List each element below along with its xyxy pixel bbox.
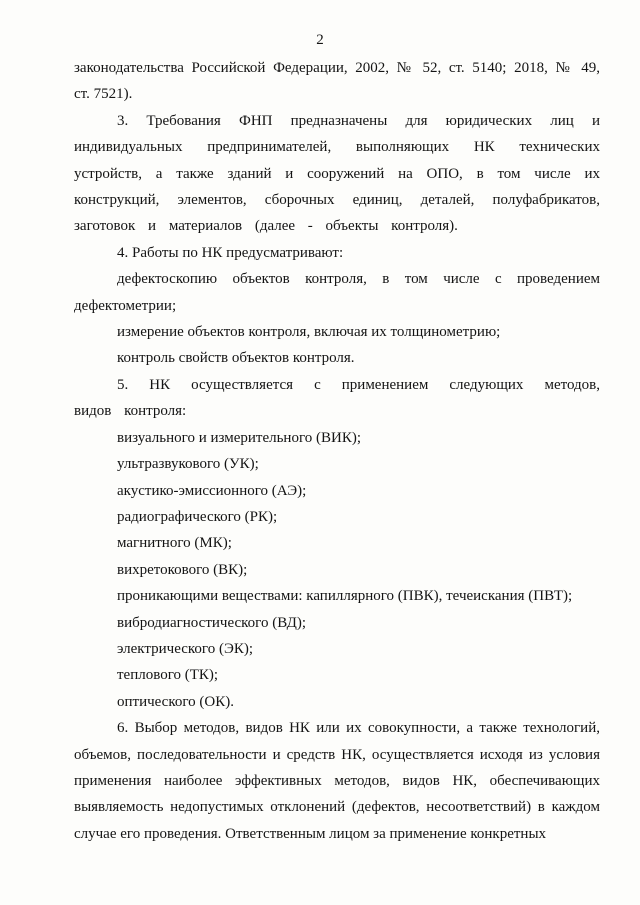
method-item: электрического (ЭК); (117, 640, 254, 657)
paragraph-3: 3. Требования ФНП предназначены для юридических лиц и индивидуальных предпринимателей, выполняющих НК технических устройств, а также зданий и сооружений на ОПО, в том числе их конструкций, элементов, сборочных единиц, деталей, полуфабрикатов, заготовок и материалов (далее - объекты контроля). (74, 112, 600, 235)
paragraph-4-item-3: контроль свойств объектов контроля. (117, 350, 355, 367)
paragraph-continuation-line-2: ст. 7521). (74, 86, 133, 103)
method-item: магнитного (МК); (117, 535, 232, 552)
paragraph-continuation (74, 55, 600, 108)
paragraph-5: 5. НК осуществляется с применением следующих методов, видов контроля: (74, 376, 600, 420)
method-item: оптического (ОК). (117, 693, 234, 710)
method-item: проникающими веществами: капиллярного (ПВК), течеискания (ПВТ); (117, 588, 573, 605)
method-item: теплового (ТК); (117, 667, 219, 684)
method-item: визуального и измерительного (ВИК); (117, 429, 361, 446)
method-item: радиографического (РК); (117, 508, 278, 525)
method-item: вибродиагностического (ВД); (117, 614, 307, 631)
paragraph-4-item-1: дефектоскопию объектов контроля, в том числе с проведением дефектометрии; (74, 271, 600, 314)
paragraph-continuation-line-1: законодательства Российской Федерации, 2002, № 52, ст. 5140; 2018, № 49, (74, 60, 600, 76)
method-item: вихретокового (ВК); (117, 561, 248, 578)
paragraph-4-item-2: измерение объектов контроля, включая их толщинометрию; (117, 324, 501, 341)
document-body (74, 55, 600, 847)
method-item: акустико-эмиссионного (АЭ); (117, 482, 307, 499)
paragraph-4: 4. Работы по НК предусматривают: (117, 244, 344, 261)
method-item: ультразвукового (УК); (117, 456, 259, 473)
page-number: 2 (316, 32, 324, 48)
paragraph-6: 6. Выбор методов, видов НК или их совокупности, а также технологий, объемов, последовательности и средств НК, осуществляется исходя из условия применения наиболее эффективных методов, видов НК, обеспечивающих выявляемость недопустимых отклонений (дефектов, несоответствий) в каждом случае его проведения. Ответственным лицом за применение конкретных (74, 720, 600, 842)
